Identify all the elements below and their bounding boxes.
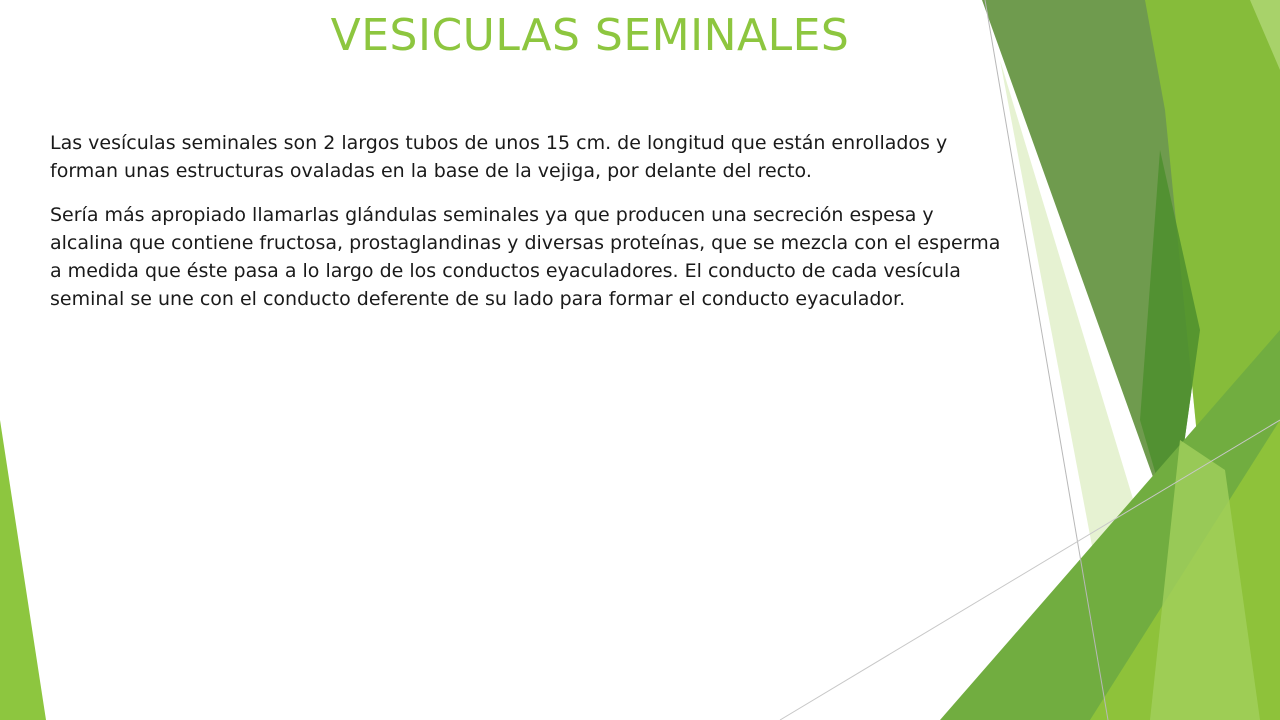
left-edge-green-shape — [0, 420, 46, 720]
body-paragraph: Las vesículas seminales son 2 largos tubos de unos 15 cm. de longitud que están enrollados y forman unas estructuras ovaladas en la base de la vejiga, por delante del recto. — [50, 132, 948, 182]
body-paragraph: Sería más apropiado llamarlas glándulas seminales ya que producen una secreción espesa y alcalina que contiene fructosa, prostaglandinas y diversas proteínas, que se mezcla con el esperma a medida que éste pasa a lo largo de los conductos eyaculadores. El conducto de cada vesícula seminal se une con el conducto deferente de su lado para formar el conducto eyaculador. — [50, 204, 1001, 310]
slide-body — [50, 129, 1010, 313]
slide-title: VESICULAS SEMINALES — [330, 10, 850, 61]
